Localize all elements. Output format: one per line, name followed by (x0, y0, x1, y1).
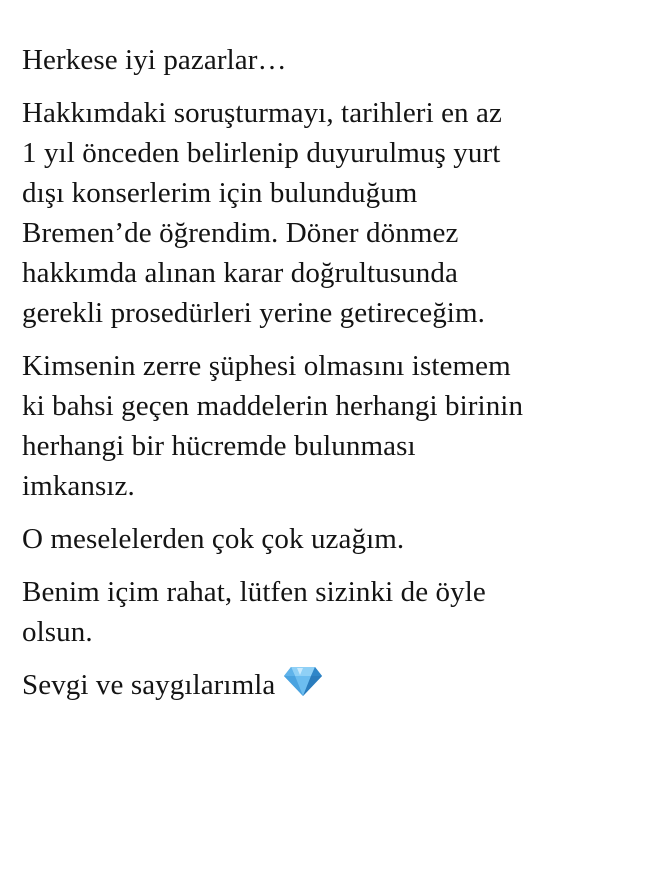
paragraph-line: O meselelerden çok çok uzağım. (22, 523, 405, 555)
paragraph-line: ki bahsi geçen maddelerin herhangi birinin (22, 390, 524, 422)
paragraph-line: herhangi bir hücremde bulunması (22, 430, 416, 462)
paragraph-line: dışı konserlerim için bulunduğum (22, 177, 418, 209)
paragraph-distance (22, 519, 662, 559)
paragraph-conscience (22, 572, 662, 652)
paragraph-line: hakkımda alınan karar doğrultusunda (22, 257, 458, 289)
greeting-line: Herkese iyi pazarlar… (22, 44, 287, 76)
paragraph-denial (22, 346, 662, 506)
paragraph-line: Kimsenin zerre şüphesi olmasını istemem (22, 350, 511, 382)
paragraph-line: gerekli prosedürleri yerine getireceğim. (22, 297, 485, 329)
signoff-line (22, 665, 662, 708)
signoff-paragraph (22, 665, 662, 708)
greeting-paragraph (22, 40, 662, 80)
signoff-text: Sevgi ve saygılarımla (22, 669, 276, 701)
paragraph-line: 1 yıl önceden belirlenip duyurulmuş yurt (22, 137, 501, 169)
paragraph-investigation (22, 93, 662, 333)
gem-icon (283, 665, 323, 708)
paragraph-line: olsun. (22, 616, 93, 648)
paragraph-line: imkansız. (22, 470, 135, 502)
paragraph-line: Hakkımdaki soruşturmayı, tarihleri en az (22, 97, 502, 129)
post-text (22, 40, 662, 721)
paragraph-line: Benim içim rahat, lütfen sizinki de öyle (22, 576, 486, 608)
paragraph-line: Bremen’de öğrendim. Döner dönmez (22, 217, 459, 249)
